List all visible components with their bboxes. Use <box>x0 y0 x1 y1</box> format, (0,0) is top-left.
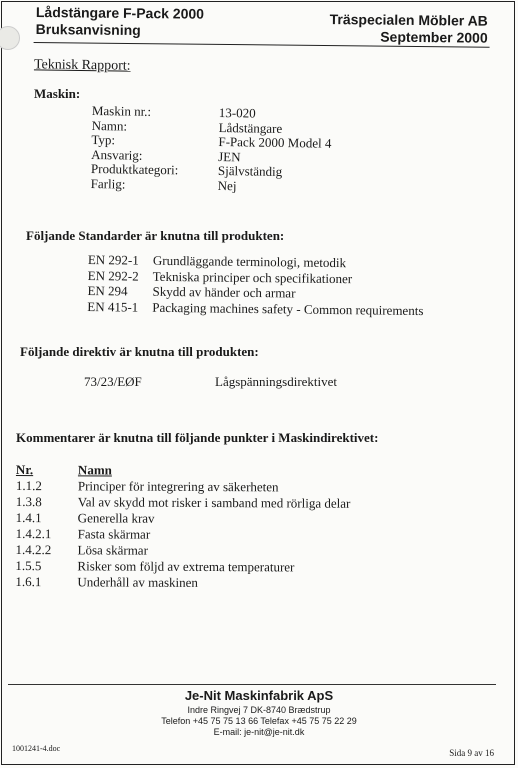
comment-nr: 1.4.1 <box>15 509 42 526</box>
machine-value: Nej <box>217 177 237 193</box>
standard-code: EN 415-1 <box>87 298 139 315</box>
comment-name: Fasta skärmar <box>77 526 151 542</box>
comment-nr: 1.1.2 <box>15 477 42 494</box>
machine-details <box>91 104 332 195</box>
company-name: Träspecialen Möbler AB <box>329 11 488 29</box>
comment-nr: 1.5.5 <box>15 557 42 574</box>
machine-label: Namn: <box>91 117 128 134</box>
standard-desc: Grundläggande terminologi, metodik <box>152 252 347 271</box>
comment-item <box>16 526 351 544</box>
machine-label: Farlig: <box>90 175 126 192</box>
page-number: Sida 9 av 16 <box>449 748 494 758</box>
footer-email: E-mail: je-nit@je-nit.dk <box>213 727 305 737</box>
comment-item <box>16 510 351 528</box>
machine-label: Maskin nr.: <box>91 103 152 119</box>
document-id: 1001241-4.doc <box>12 744 61 753</box>
col-name-header: Namn <box>77 462 112 478</box>
standard-code: EN 292-2 <box>87 267 139 284</box>
standard-code: EN 292-1 <box>87 252 139 268</box>
comment-nr: 1.4.2.2 <box>15 541 52 558</box>
comment-name: Risker som följd av extrema temperaturer <box>77 558 295 575</box>
directive-code: 73/23/EØF <box>84 374 142 389</box>
standard-code: EN 294 <box>87 282 128 299</box>
comment-name: Principer för integrering av säkerheten <box>77 478 279 495</box>
machine-label: Produktkategori: <box>90 160 179 178</box>
machine-heading: Maskin: <box>34 86 81 101</box>
machine-value: F-Pack 2000 Model 4 <box>218 133 332 151</box>
comment-item <box>15 558 350 576</box>
comment-name: Generella krav <box>77 510 155 526</box>
footer-phone: Telefon +45 75 75 13 66 Telefax +45 75 75 22 29 <box>161 716 357 726</box>
machine-value: JEN <box>218 148 241 164</box>
standard-desc: Tekniska principer och specifikationer <box>152 268 353 286</box>
standard-desc: Skydd av händer och armar <box>152 283 296 301</box>
footer-address: Indre Ringvej 7 DK-8740 Brædstrup <box>187 705 331 715</box>
comment-name: Val av skydd mot risker i samband med rörliga delar <box>77 494 351 511</box>
comment-nr: 1.3.8 <box>15 493 42 510</box>
comment-item <box>16 478 351 496</box>
directive-item <box>84 374 337 390</box>
comments-heading: Kommentarer är knutna till följande punkter i Maskindirektivet: <box>16 430 379 445</box>
footer-rule <box>8 684 496 685</box>
machine-value: 13-020 <box>218 104 256 121</box>
footer-company: Je-Nit Maskinfabrik ApS <box>184 688 334 703</box>
comment-nr: 1.6.1 <box>15 573 42 590</box>
machine-label: Ansvarig: <box>91 146 143 163</box>
report-title: Teknisk Rapport: <box>33 57 131 74</box>
standard-desc: Packaging machines safety - Common requirements <box>152 299 424 318</box>
directive-name: Lågspänningsdirektivet <box>215 374 338 389</box>
comment-name: Lösa skärmar <box>77 542 148 558</box>
comment-nr: 1.4.2.1 <box>15 525 52 542</box>
comment-item <box>15 574 350 592</box>
directives-heading: Följande direktiv är knutna till produkten: <box>20 344 259 359</box>
machine-value: Lådstängare <box>218 119 283 136</box>
comment-name: Underhåll av maskinen <box>77 574 198 590</box>
comment-item <box>15 542 350 560</box>
comment-item <box>16 494 351 512</box>
standards-heading: Följande Standarder är knutna till produkten: <box>26 228 285 243</box>
doc-date: September 2000 <box>380 28 488 46</box>
col-nr-header: Nr. <box>15 462 34 478</box>
comments-header-row <box>16 462 351 480</box>
comments-list <box>15 462 350 592</box>
product-title: Lådstängare F-Pack 2000 <box>35 4 205 22</box>
doc-type: Bruksanvisning <box>35 20 141 39</box>
machine-label: Typ: <box>91 131 116 148</box>
standards-list <box>87 252 424 318</box>
header-right <box>329 11 488 47</box>
header-left <box>36 4 204 40</box>
machine-value: Självständig <box>217 162 283 179</box>
